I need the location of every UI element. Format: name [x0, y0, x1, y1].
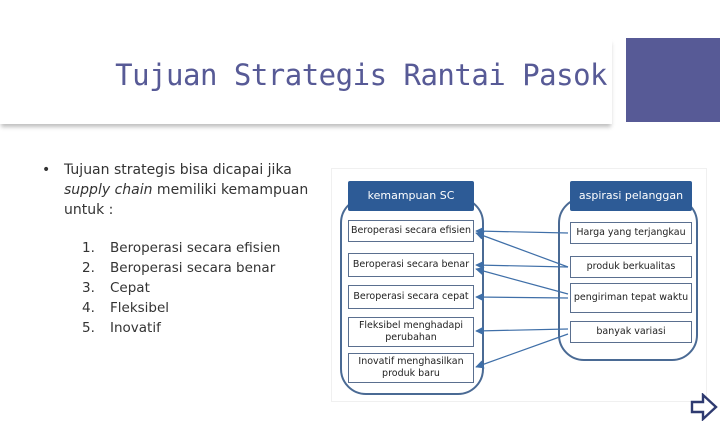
slide-title: Tujuan Strategis Rantai Pasok [115, 58, 607, 92]
list-number: 5. [82, 320, 95, 336]
right-item: pengiriman tepat waktu [570, 283, 692, 313]
list-text: Cepat [110, 280, 150, 296]
bullet-text-before: Tujuan strategis bisa dicapai jika [64, 162, 292, 178]
arrow-line [476, 231, 568, 233]
arrow-line [476, 297, 568, 298]
accent-block [626, 38, 720, 122]
arrow-line [476, 265, 568, 267]
left-item: Beroperasi secara cepat [348, 285, 474, 309]
list-text: Fleksibel [110, 300, 170, 316]
left-item: Beroperasi secara benar [348, 253, 474, 277]
arrow-line [476, 269, 568, 294]
list-number: 3. [82, 280, 95, 296]
mapping-diagram [331, 168, 707, 402]
left-item: Fleksibel menghadapi perubahan [348, 317, 474, 347]
list-number: 1. [82, 240, 95, 256]
right-item: banyak variasi [570, 321, 692, 343]
next-slide-button[interactable] [690, 393, 718, 421]
bullet-text-italic: supply chain [64, 182, 153, 198]
list-number: 2. [82, 260, 95, 276]
arrow-line [476, 329, 568, 331]
bullet-marker: • [42, 162, 51, 178]
top-strip [0, 0, 720, 38]
left-item: Inovatif menghasilkan produk baru [348, 353, 474, 383]
right-item: produk berkualitas [570, 256, 692, 278]
list-text: Inovatif [110, 320, 161, 336]
right-header: aspirasi pelanggan [570, 181, 692, 211]
list-number: 4. [82, 300, 95, 316]
right-item: Harga yang terjangkau [570, 222, 692, 244]
left-header: kemampuan SC [348, 181, 474, 211]
list-text: Beroperasi secara benar [110, 260, 276, 276]
list-text: Beroperasi secara efisien [110, 240, 281, 256]
next-arrow-icon [690, 393, 718, 421]
bullet-text [64, 160, 334, 220]
arrow-line [476, 233, 568, 267]
left-item: Beroperasi secara efisien [348, 220, 474, 242]
bullet-text-after: memiliki kemampuan untuk : [64, 182, 309, 218]
arrow-line [476, 334, 568, 367]
